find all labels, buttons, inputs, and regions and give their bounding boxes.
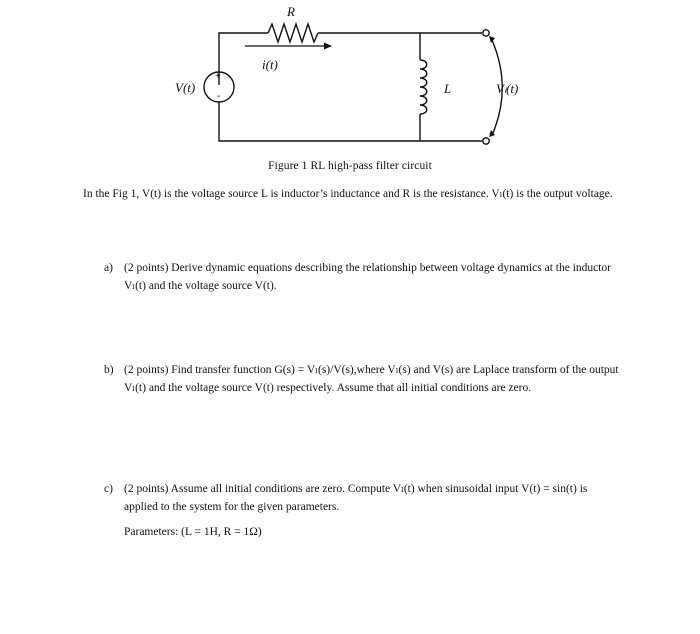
- output-voltage-label: Vₗ(t): [496, 81, 519, 96]
- inductor-symbol: [420, 60, 427, 114]
- inductor-label: L: [444, 81, 452, 96]
- question-c-label: c): [104, 483, 113, 495]
- wire-bottom: [219, 102, 482, 141]
- resistor-label: R: [287, 4, 295, 19]
- parameters-line: Parameters: (L = 1H, R = 1Ω): [124, 526, 262, 538]
- arc-arrowhead-top: [489, 36, 495, 43]
- current-label: i(t): [262, 57, 278, 72]
- output-terminal-bottom: [483, 138, 489, 144]
- circuit-diagram: [0, 0, 700, 160]
- question-c: [104, 481, 624, 516]
- resistor-symbol: [268, 24, 318, 42]
- output-terminal-top: [483, 30, 489, 36]
- question-b: [104, 362, 624, 397]
- question-a-text: (2 points) Derive dynamic equations describing the relationship between voltage dynamics at the inductor Vₗ(t) and the voltage source V(t).: [124, 262, 612, 292]
- source-label: V(t): [175, 80, 196, 95]
- source-minus: -: [217, 91, 221, 102]
- question-a-label: a): [104, 262, 113, 274]
- figure-caption: Figure 1 RL high-pass filter circuit: [268, 160, 432, 172]
- intro-paragraph: In the Fig 1, V(t) is the voltage source L is inductor’s inductance and R is the resistance. Vₗ(t) is the output voltage.: [83, 188, 613, 200]
- question-a: [104, 260, 624, 295]
- current-arrowhead: [324, 43, 332, 50]
- question-c-text: (2 points) Assume all initial conditions are zero. Compute Vₗ(t) when sinusoidal input V(t) = sin(t) is applied to the system for the given parameters.: [124, 483, 588, 513]
- wire-top-left: [219, 33, 268, 85]
- question-b-label: b): [104, 364, 114, 376]
- question-b-text: (2 points) Find transfer function G(s) = Vₗ(s)/V(s),where Vₗ(s) and V(s) are Laplace transform of the output Vₗ(t) and the voltage source V(t) respectively. Assume that all initial conditions are zero.: [124, 364, 619, 394]
- source-plus: +: [215, 71, 221, 82]
